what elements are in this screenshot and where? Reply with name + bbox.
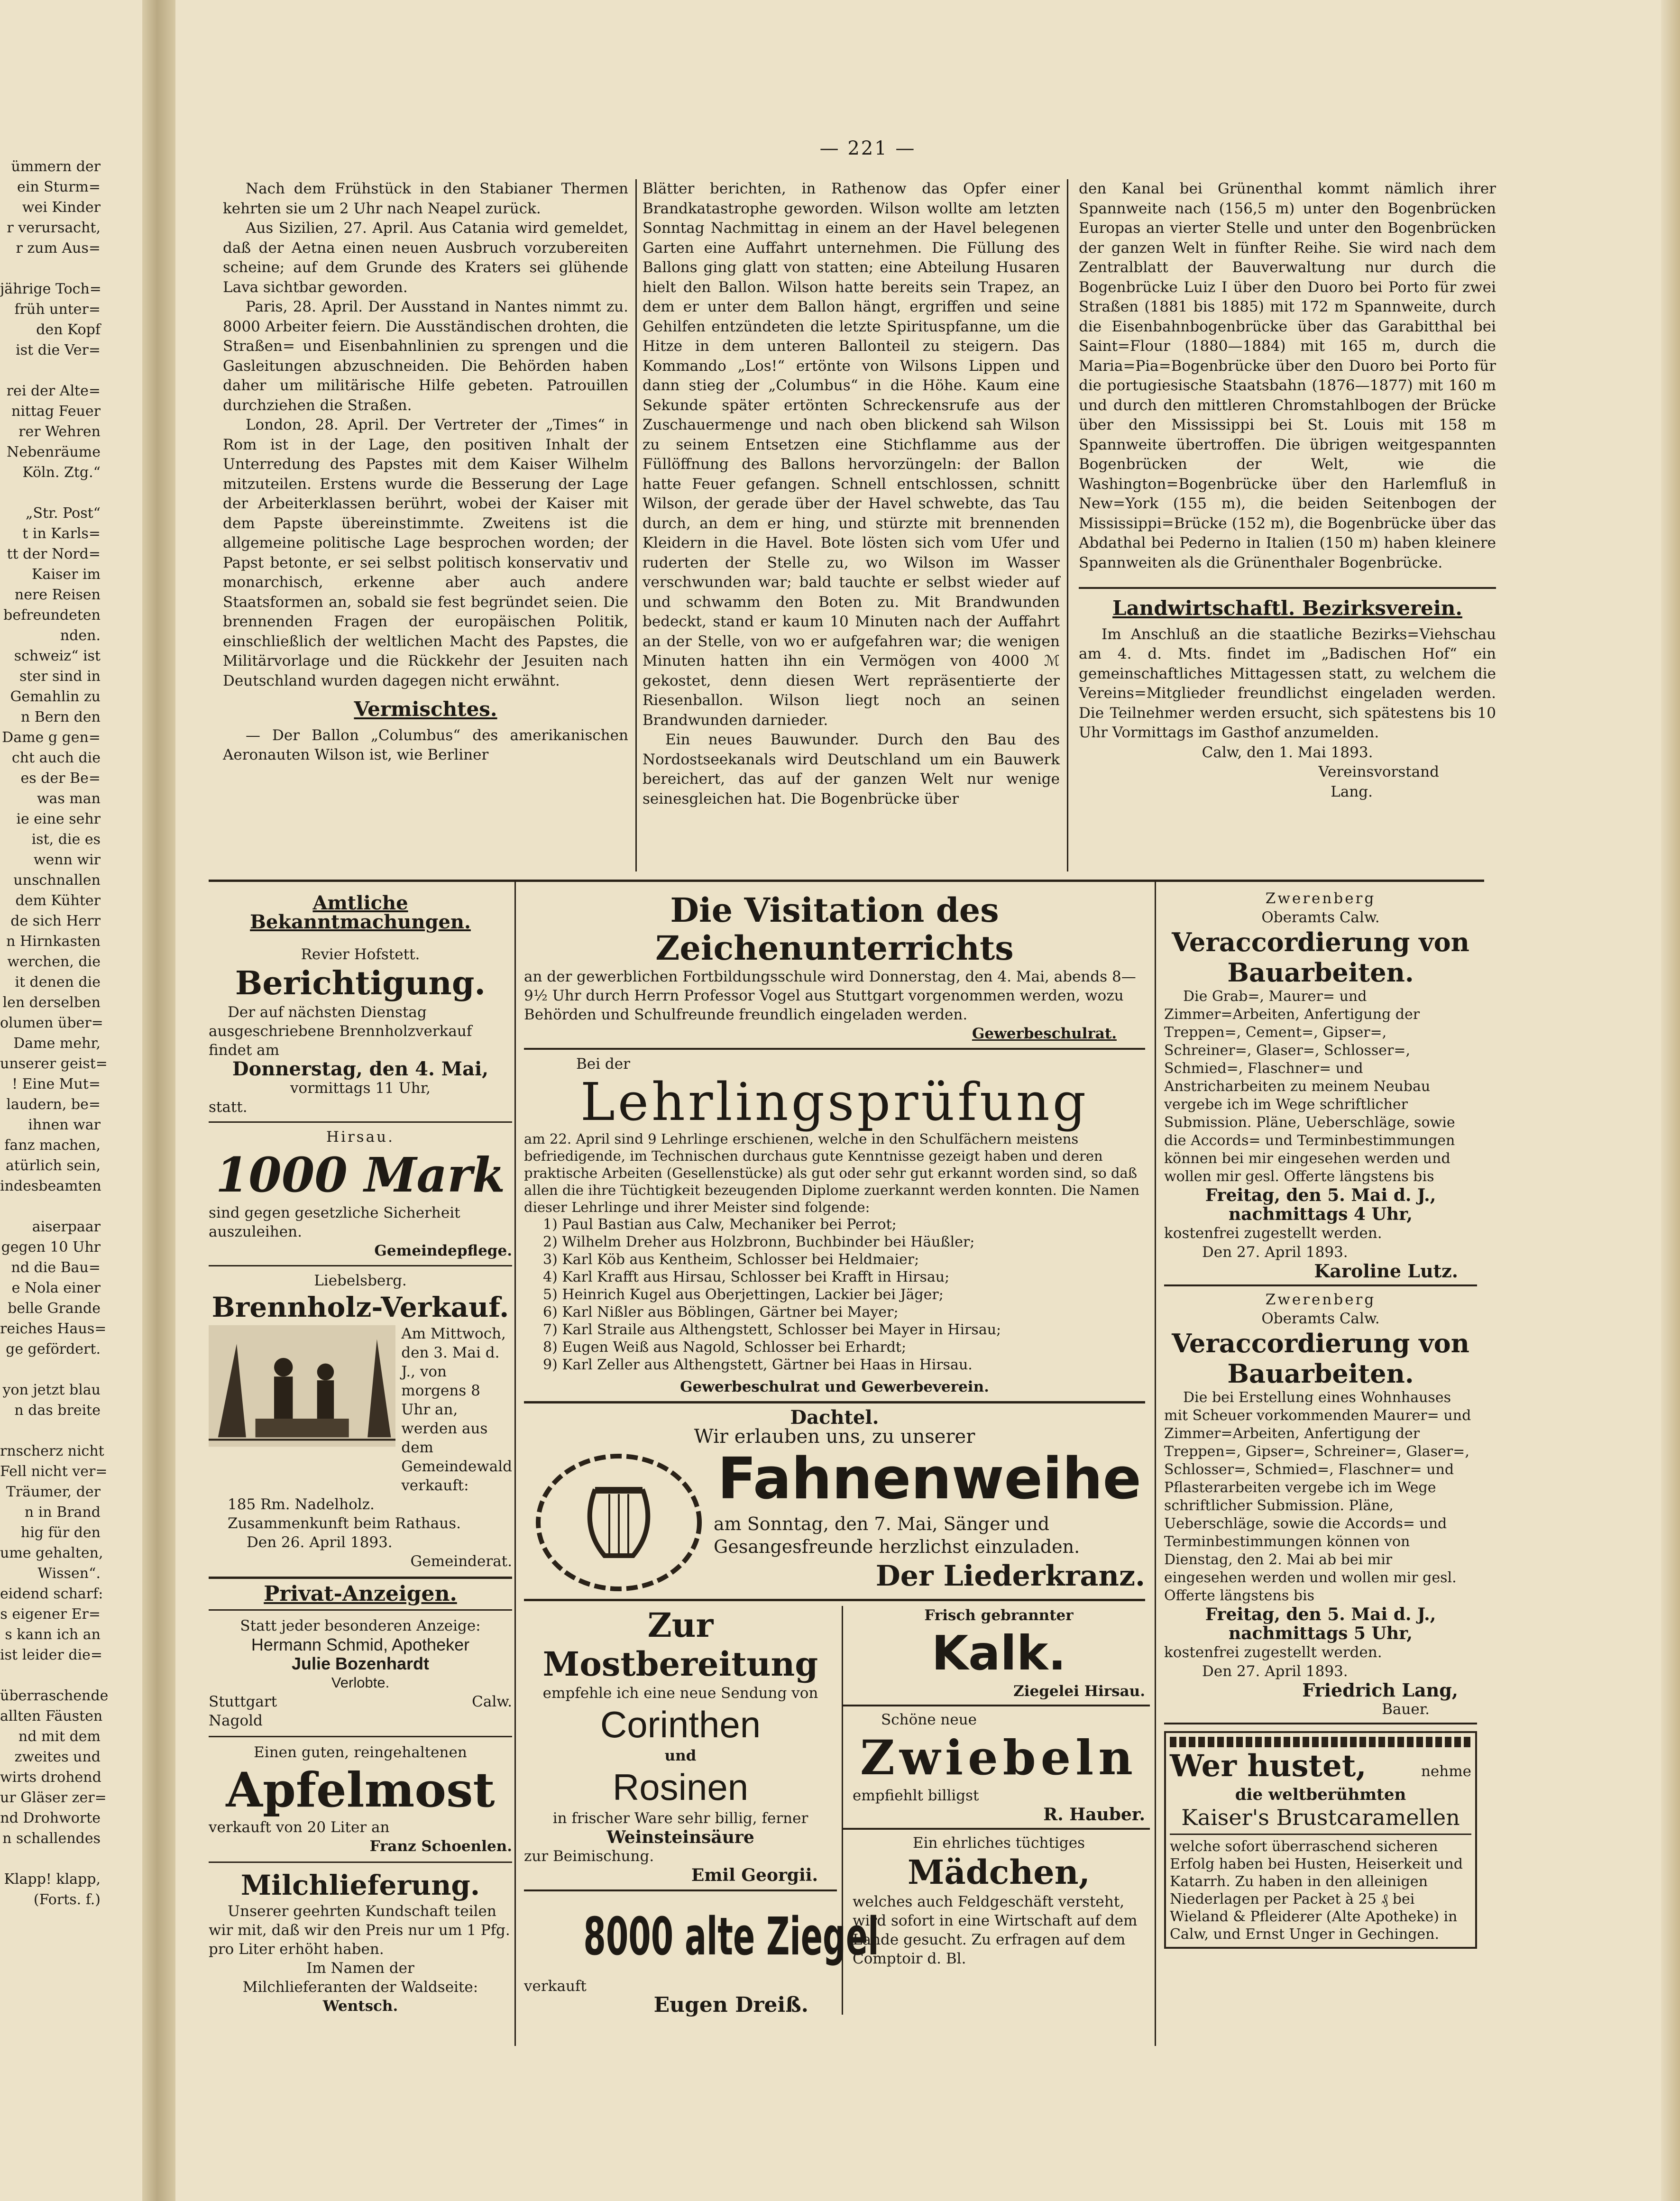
ad-signature: Wentsch. [322, 1998, 398, 2015]
column-rule [635, 179, 637, 871]
previous-page-line: t in Karls= [22, 525, 101, 542]
ad-date: Den 27. April 1893. [1202, 1663, 1348, 1680]
ad-date: Den 26. April 1893. [247, 1534, 393, 1551]
ad-text: Wir erlauben uns, zu unserer [694, 1426, 975, 1448]
ad-title: Zwiebeln [860, 1730, 1138, 1786]
previous-page-line: len derselben [2, 994, 101, 1011]
previous-page-line [0, 483, 142, 503]
ad-text: und [664, 1747, 697, 1764]
previous-page-line: Dame g gen= [2, 729, 101, 746]
ad-item: Weinsteinsäure [606, 1827, 754, 1847]
ad-text: nehme [1421, 1763, 1471, 1780]
ad-signature: Karoline Lutz. [1314, 1260, 1458, 1282]
ad-place: Oberamts Calw. [1261, 909, 1380, 926]
ad-text: an der gewerblichen Fortbildungsschule wird Donnerstag, den 4. Mai, abends 8—9½ Uhr durch Herrn Professor Vogel aus Stuttgart vorgenommen werden, wozu Behörden und Schulfreunde freundlich eingeladen werden. [524, 968, 1136, 1023]
previous-page-line: de sich Herr [10, 913, 101, 929]
caramel-ad-box [1164, 1731, 1477, 1949]
previous-page-line: ist, die es [31, 831, 101, 848]
previous-page-line [0, 1421, 142, 1441]
previous-page-line: Köln. Ztg.“ [22, 464, 101, 481]
ad-signature: Bauer. [1382, 1701, 1430, 1718]
ad-text: kostenfrei zugestellt werden. [1164, 1644, 1382, 1661]
apprentice-list-item: 2) Wilhelm Dreher aus Holzbronn, Buchbinder bei Häußler; [543, 1234, 975, 1250]
previous-page-line: unschnallen [13, 872, 101, 889]
ad-title: Brennholz-Verkauf. [211, 1291, 509, 1323]
ad-title: Milchlieferung. [240, 1869, 480, 1901]
ad-date: Donnerstag, den 4. Mai, [232, 1058, 489, 1080]
ad-text: welche sofort überraschend sicheren Erfolg haben bei Husten, Heiserkeit und Katarrh. Zu haben in den alleinigen Niederlagen per Packet à 25 ₰ bei Wieland & Pfleiderer (Alte Apotheke) in Calw, und Ernst Unger in Gechingen. [1170, 1838, 1463, 1943]
ad-signature: Ziegelei Hirsau. [1013, 1683, 1145, 1700]
ad-title: 1000 Mark [215, 1147, 505, 1203]
section-divider [209, 880, 1484, 882]
previous-page-line: Fell nicht ver= [0, 1463, 108, 1480]
article-paragraph: den Kanal bei Grünenthal kommt nämlich ihrer Spannweite nach (156,5 m) unter den Bogenbrücken Europas an vierter Stelle und unter den Bogenbrücken der ganzen Welt in fünfter Reihe. Sie wird nach dem Zentralblatt der Bauverwaltung nur durch die Bogenbrücke Luiz I über den Duoro bei Porto für zwei Straßen (1881 bis 1885) mit 172 m Spannweite, durch die Eisenbahnbogenbrücke über das Garabitthal bei Saint=Flour (1880—1884) mit 165 m, durch die Maria=Pia=Bogenbrücke über den Duoro bei Porto für die portugiesische Staatsbahn (1876—1877) mit 160 m und durch den mittleren Chromstahlbogen der Brücke über den Mississippi bei St. Louis mit 158 m Spannweite übertroffen. Die übrigen weitgespannten Bogenbrücken der Welt, wie die Washington=Bogenbrücke über den Harlemfluß in New=York (155 m), die beiden Seitenbogen der Mississippi=Brücke (152 m), die Bogenbrücke über das Abdathal bei Pederno in Italien (150 m) haben kleinere Spannweiten als die Grünenthaler Bogenbrücke. [1079, 180, 1496, 571]
ad-text: statt. [209, 1099, 248, 1116]
ad-text: empfehle ich eine neue Sendung von [542, 1685, 818, 1702]
ad-title: Wer hustet, [1170, 1748, 1367, 1784]
ad-signature: Eugen Dreiß. [653, 1993, 808, 2017]
previous-page-line: yon jetzt blau [2, 1382, 101, 1398]
ad-text: die weltberühmten [1235, 1785, 1406, 1804]
ad-signature: Friedrich Lang, [1302, 1679, 1458, 1701]
previous-page-line: belle Grande [8, 1300, 101, 1317]
article-paragraph: Paris, 28. April. Der Ausstand in Nantes nimmt zu. 8000 Arbeiter feiern. Die Ausständischen drohten, die Straßen= und Eisenbahnlinien zu sprengen und die Gasleitungen abzuschneiden. Die Behörden haben daher um militärische Hilfe gebeten. Patrouillen durchziehen die Straßen. [223, 298, 628, 414]
article-paragraph: Aus Sizilien, 27. April. Aus Catania wird gemeldet, daß der Aetna einen neuen Ausbruch vorzubereiten scheine; auf dem Grunde des Kraters sei glühende Lava sichtbar geworden. [223, 220, 628, 296]
woodcut-illustration [209, 1324, 395, 1448]
ad-place: Zwerenberg [1265, 1291, 1376, 1308]
previous-page-line: werchen, die [7, 954, 101, 970]
book-gutter [142, 0, 175, 2201]
article-paragraph: Im Anschluß an die staatliche Bezirks=Viehschau am 4. d. Mts. findet im „Badischen Hof“ ein gemeinschaftliches Mittagessen statt, zu welchem die Vereins=Mitglieder freundlichst eingeladen werden. Die Teilnehmer werden ersucht, sich spätestens bis 10 Uhr Vormittags im Gasthof anzumelden. [1079, 625, 1496, 741]
previous-page-line: nere Reisen [14, 587, 101, 603]
ad-signature: Im Namen der [306, 1960, 414, 1977]
ad-name: Julie Bozenhardt [291, 1654, 430, 1673]
previous-page-line: laudern, be= [6, 1096, 101, 1113]
apprentice-list-item: 7) Karl Straile aus Althengstett, Schlosser bei Mayer in Hirsau; [543, 1321, 1001, 1338]
ads-left-column [209, 894, 512, 2016]
previous-page-line: r verursacht, [7, 220, 101, 236]
previous-page-line: reiches Haus= [0, 1321, 107, 1337]
previous-page-line: gegen 10 Uhr [1, 1239, 101, 1256]
previous-page-line: Wissen“. [37, 1565, 101, 1582]
ad-text: Zusammenkunft beim Rathaus. [228, 1515, 461, 1532]
previous-page-line: was man [37, 790, 101, 807]
previous-page-line [0, 258, 142, 279]
article-paragraph: Blätter berichten, in Rathenow das Opfer einer Brandkatastrophe geworden. Wilson wollte am letzten Sonntag Nachmittag in einem an der Havel belegenen Garten eine Auffahrt unternehmen. Die Füllung des Ballons ging glatt von statten; eine Abteilung Husaren hielt den Ballon. Wilson hatte bereits sein Trapez, an dem er unter dem Ballon hängt, ergriffen und seine Gehilfen entzündeten die letzte Spirituspfanne, um die Hitze in dem unteren Ballonteil zu steigern. Das Kommando „Los!“ ertönte von Wilsons Lippen und dann stieg der „Columbus“ in die Höhe. Kaum eine Sekunde später ertönten Schreckensrufe aus der Zuschauermenge und nach oben blickend sah Wilson zu seinem Entsetzen eine Stichflamme aus der Füllöffnung des Ballons hervorzüngeln: der Ballon hatte Feuer gefangen. Schnell entschlossen, schnitt Wilson, der gerade über der Havel schwebte, das Tau durch, an dem er hing, und stürzte mit brennenden Kleidern in die Havel. Bote lösten sich vom Ufer und ruderten der Stelle zu, wo Wilson im Wasser verschwunden war; bald tauchte er selbst wieder auf und schwamm den Boten zu. Mit Brandwunden bedeckt, stand er kaum 10 Minuten nach der Auffahrt an der Stelle, von wo er aufgefahren war; die wenigen Minuten hatten ihn ein Vermögen von 4000 ℳ gekostet, denn diesen Wert repräsentierte der Riesenballon. Wilson liegt noch an seinen Brandwunden darnieder. [643, 180, 1060, 729]
previous-page-line: nd Drohworte [0, 1810, 101, 1826]
previous-page-line: ie eine sehr [16, 811, 101, 827]
ad-text: Einen guten, reingehaltenen [254, 1744, 467, 1761]
column-rule [1067, 179, 1068, 871]
previous-page-line: nd mit dem [18, 1728, 101, 1745]
previous-page-line: indesbeamten [0, 1178, 101, 1194]
previous-page-line: Klapp! klapp, [4, 1871, 101, 1888]
previous-page-line: den Kopf [36, 321, 101, 338]
previous-page-line: jährige Toch= [0, 281, 101, 297]
ad-place: Oberamts Calw. [1261, 1310, 1380, 1327]
ad-title: Fahnenweihe [717, 1446, 1141, 1512]
article-column-3 [1079, 179, 1496, 802]
previous-page-line [0, 1665, 142, 1686]
ad-text: am 22. April sind 9 Lehrlinge erschienen, welche in den Schulfächern meistens befriedigende, im Technischen durchaus gute Kenntnisse gezeigt haben und deren praktische Arbeiten (Gesellenstücke) als gut oder sehr gut erkannt worden sind, so daß allen die ihre Tüchtigkeit bezeugenden Diplome zuerkannt werden konnten. Die Namen dieser Lehrlinge und ihrer Meister sind folgende: [524, 1131, 1139, 1215]
ad-signature: Milchlieferanten der Waldseite: [242, 1979, 478, 1996]
previous-page-line: s kann ich an [5, 1626, 101, 1643]
previous-page-line: Träumer, der [6, 1484, 101, 1500]
previous-page-line: eidend scharf: [0, 1586, 103, 1602]
ad-title: Veraccordierung von Bauarbeiten. [1172, 1328, 1469, 1389]
previous-page-line: hig für den [20, 1524, 101, 1541]
previous-page-line: r zum Aus= [16, 240, 101, 257]
ad-title: Kalk. [931, 1625, 1066, 1681]
previous-page-column [0, 156, 142, 1910]
ad-name: Hermann Schmid, Apotheker [251, 1635, 470, 1654]
previous-page-line: n schallendes [2, 1830, 101, 1847]
column-rule [514, 880, 516, 2046]
previous-page-line: ist leider die= [0, 1647, 103, 1663]
signature: Vereinsvorstand [1318, 763, 1439, 780]
ad-title: Mädchen, [907, 1853, 1091, 1892]
ad-text: Die Grab=, Maurer= und Zimmer=Arbeiten, Anfertigung der Treppen=, Cement=, Gipser=, Schreiner=, Glaser=, Schlosser=, Schmied=, Flaschner= und Anstricharbeiten zu meinem Neubau vergebe ich im Wege schriftlicher Submission. Pläne, Ueberschläge, sowie die Accords= und Terminbestimmungen können bei mir eingesehen werden und wollen mir gesl. Offerte längstens bis [1164, 988, 1455, 1185]
previous-page-line: n Bern den [20, 709, 101, 725]
apprentice-list-item: 5) Heinrich Kugel aus Oberjettingen, Lackier bei Jäger; [543, 1286, 944, 1303]
previous-page-line: dem Kühter [15, 892, 101, 909]
ad-signature: Gemeindepflege. [374, 1242, 512, 1259]
previous-page-line: Dame mehr, [13, 1035, 101, 1052]
previous-page-line [0, 1359, 142, 1380]
official-notices-header: Amtliche Bekanntmachungen. [250, 892, 471, 933]
ad-city: Calw. [472, 1693, 512, 1710]
article-column-1 [223, 179, 628, 765]
ad-time: vormittags 11 Uhr, [290, 1080, 431, 1097]
lyre-wreath-emblem [524, 1447, 714, 1594]
ad-date: Freitag, den 5. Mai d. J., nachmittags 5 Uhr, [1205, 1605, 1436, 1643]
previous-page-line: ge gefördert. [6, 1341, 101, 1357]
ad-item: Rosinen [612, 1766, 749, 1808]
ad-signature: Gemeinderat. [410, 1553, 512, 1570]
ad-signature: Gewerbeschulrat und Gewerbeverein. [680, 1378, 989, 1395]
previous-page-line: allten Fäusten [0, 1708, 103, 1724]
ad-text: Schöne neue [881, 1711, 977, 1728]
decorative-border [1170, 1737, 1471, 1747]
ad-date: Freitag, den 5. Mai d. J., nachmittags 4 Uhr, [1205, 1185, 1436, 1224]
article-paragraph: London, 28. April. Der Vertreter der „Times“ in Rom ist in der Lage, den positiven Inhalt der Unterredung des Papstes mit dem Kaiser Wilhelm mitzuteilen. Erstens wurde die Besserung der Lage der Arbeiterklassen berührt, wobei der Kaiser mit dem Papste übereinstimmte. Zweitens ist die allgemeine politische Lage besprochen worden; der Papst betonte, er sei selbst politisch konservativ und monarchisch, erkenne aber auch andere Staatsformen an, sobald sie fest begründet seien. Die brennenden Fragen der europäischen Politik, einschließlich der weltlichen Macht des Papstes, die Militärvorlage und die Rückkehr der Jesuiten nach Deutschland wurden dagegen nicht erwähnt. [223, 416, 628, 689]
previous-page-line: n das breite [14, 1402, 101, 1419]
signature: Lang. [1331, 783, 1373, 800]
previous-page-line: ! Eine Mut= [12, 1076, 101, 1092]
previous-page-line [0, 1849, 142, 1869]
previous-page-line: atürlich sein, [5, 1157, 101, 1174]
ad-text: Die bei Erstellung eines Wohnhauses mit Scheuer vorkommenden Maurer= und Zimmer=Arbeiten, Anfertigung der Treppen=, Gipser=, Schreiner=, Glaser=, Schlosser=, Schmied=, Flaschner= und Pflasterarbeiten vergebe ich im Wege schriftlicher Submission. Pläne, Ueberschläge, sowie die Accords= und Terminbestimmungen können von Dienstag, den 2. Mai ab bei mir eingesehen werden und wollen mir gesl. Offerte längstens bis [1164, 1389, 1471, 1604]
previous-page-line: n in Brand [24, 1504, 101, 1521]
previous-page-line: ümmern der [11, 158, 101, 175]
ad-item: Corinthen [600, 1704, 761, 1745]
ad-text: in frischer Ware sehr billig, ferner [552, 1810, 808, 1827]
previous-page-line: olumen über= [0, 1015, 103, 1031]
ad-title: 8000 alte Ziegel [583, 1906, 879, 1967]
previous-page-line: ur Gläser zer= [0, 1789, 107, 1806]
article-paragraph: Ein neues Bauwunder. Durch den Bau des Nordostseekanals wird Deutschland um ein Bauwerk bereichert, das auf der ganzen Welt nur wenige seinesgleichen hat. Die Bogenbrücke über [643, 731, 1060, 807]
ad-text: Bei der [576, 1055, 630, 1073]
ad-text: Frisch gebrannter [924, 1607, 1074, 1624]
apprentice-list-item: 6) Karl Nißler aus Böblingen, Gärtner bei Mayer; [543, 1304, 899, 1321]
previous-page-line: rer Wehren [18, 423, 101, 440]
ad-signature: Emil Georgii. [691, 1865, 818, 1885]
previous-page-line: „Str. Post“ [25, 505, 101, 522]
previous-page-line: nden. [60, 627, 101, 644]
article-paragraph: — Der Ballon „Columbus“ des amerikanischen Aeronauten Wilson ist, wie Berliner [223, 726, 628, 763]
previous-page-line: ihnen war [28, 1117, 101, 1133]
previous-page-line: Gemahlin zu [10, 688, 101, 705]
previous-page-line: e Nola einer [11, 1280, 101, 1296]
ad-text: empfiehlt billigst [853, 1787, 979, 1804]
ad-place: Revier Hofstett. [301, 946, 420, 963]
ad-title: Die Visitation des Zeichenunterrichts [655, 890, 1014, 968]
previous-page-line: s eigener Er= [0, 1606, 101, 1623]
section-heading: Landwirtschaftl. Bezirksverein. [1079, 587, 1496, 618]
previous-page-line [0, 360, 142, 381]
previous-page-line: it denen die [15, 974, 101, 990]
ad-text: Der auf nächsten Dienstag ausgeschriebene Brennholzverkauf findet am [209, 1004, 472, 1059]
previous-page-line: Nebenräume [6, 444, 101, 460]
previous-page-line: ist die Ver= [16, 342, 101, 358]
ad-date: Den 27. April 1893. [1202, 1244, 1348, 1261]
page-number: — 221 — [819, 138, 916, 159]
column-rule [1155, 880, 1156, 2046]
article-paragraph: Nach dem Frühstück in den Stabianer Thermen kehrten sie um 2 Uhr nach Neapel zurück. [223, 180, 628, 217]
apprentice-list-item: 9) Karl Zeller aus Althengstett, Gärtner bei Haas in Hirsau. [543, 1357, 973, 1373]
previous-page-line: es der Be= [20, 770, 101, 787]
previous-page-line: Kaiser im [32, 566, 101, 583]
ad-right-subcolumn [843, 1606, 1145, 2015]
previous-page-line: ster sind in [19, 668, 101, 685]
previous-page-line: zweites und [14, 1749, 101, 1765]
section-heading: Vermischtes. [354, 697, 497, 721]
ad-text: verkauft von 20 Liter an [209, 1819, 390, 1836]
ad-signature: Der Liederkranz. [875, 1559, 1145, 1593]
private-ads-header: Privat-Anzeigen. [264, 1582, 457, 1606]
previous-page-line: n Hirnkasten [6, 933, 101, 950]
ad-signature: R. Hauber. [1043, 1805, 1145, 1825]
previous-page-line: (Forts. f.) [33, 1891, 101, 1908]
previous-page-line: früh unter= [14, 301, 101, 318]
previous-page-line: unserer geist= [0, 1055, 108, 1072]
ad-text: welches auch Feldgeschäft versteht, wird sofort in eine Wirtschaft auf dem Lande gesucht. Zu erfragen auf dem Comptoir d. Bl. [853, 1893, 1138, 1967]
ad-text: Verlobte. [331, 1674, 390, 1691]
article-column-2 [643, 179, 1060, 809]
ad-text: Statt jeder besonderen Anzeige: [240, 1617, 481, 1634]
previous-page-line: rei der Alte= [6, 383, 101, 399]
apprentice-list-item: 4) Karl Krafft aus Hirsau, Schlosser bei Krafft in Hirsau; [543, 1269, 950, 1285]
ad-place: Zwerenberg [1265, 890, 1376, 907]
ad-title: Lehrlingsprüfung [580, 1072, 1089, 1132]
ad-city: Nagold [209, 1712, 263, 1729]
ad-place: Dachtel. [790, 1406, 879, 1429]
previous-page-line: befreundeten [3, 607, 101, 624]
previous-page-line: ume gehalten, [0, 1545, 103, 1561]
ad-text: zur Beimischung. [524, 1848, 654, 1865]
ad-text: Ein ehrliches tüchtiges [913, 1834, 1085, 1852]
ad-title: Veraccordierung von Bauarbeiten. [1172, 927, 1469, 988]
ad-city: Stuttgart [209, 1693, 277, 1710]
apprentice-list-item: 3) Karl Köb aus Kentheim, Schlosser bei Heldmaier; [543, 1251, 919, 1268]
ad-item: 185 Rm. Nadelholz. [228, 1496, 375, 1513]
previous-page-line: wenn wir [33, 852, 101, 868]
previous-page-line: aiserpaar [32, 1219, 101, 1235]
ad-text: Am Mittwoch, den 3. Mai d. J., von morgens 8 Uhr an, werden aus dem Gemeindewald verkauft: [401, 1325, 512, 1494]
previous-page-line: wirts drohend [0, 1769, 101, 1786]
ad-text: verkauft [524, 1978, 587, 1995]
previous-page-line: fanz machen, [4, 1137, 101, 1154]
ad-signature: Franz Schoenlen. [369, 1838, 512, 1855]
apprentice-list [524, 1216, 1145, 1374]
ad-text: kostenfrei zugestellt werden. [1164, 1225, 1382, 1242]
ad-title: Apfelmost [226, 1762, 495, 1818]
previous-page-line: überraschende [0, 1687, 109, 1704]
ad-title: Zur Mostbereitung [542, 1605, 818, 1684]
previous-page-line: tt der Nord= [7, 546, 101, 562]
previous-page-line: ein Sturm= [17, 179, 101, 195]
ad-place: Hirsau. [326, 1128, 395, 1146]
ad-text: am Sonntag, den 7. Mai, Sänger und Gesangesfreunde herzlichst einzuladen. [714, 1513, 1080, 1557]
apprentice-list-item: 8) Eugen Weiß aus Nagold, Schlosser bei Erhardt; [543, 1339, 907, 1356]
ad-mostbereitung [524, 1605, 879, 2017]
previous-page-line: rnscherz nicht [0, 1443, 104, 1459]
ad-signature: Gewerbeschulrat. [972, 1025, 1117, 1042]
apprentice-list-item: 1) Paul Bastian aus Calw, Mechaniker bei Perrot; [543, 1216, 897, 1233]
dateline: Calw, den 1. Mai 1893. [1202, 743, 1373, 761]
previous-page-line: wei Kinder [22, 199, 101, 216]
ads-right-column [1164, 889, 1477, 1949]
previous-page-line [0, 1196, 142, 1217]
ad-product-name: Kaiser's Brustcaramellen [1181, 1805, 1460, 1830]
ad-title: Berichtigung. [235, 964, 486, 1002]
ad-text: sind gegen gesetzliche Sicherheit auszuleihen. [209, 1204, 460, 1240]
ad-text: Unserer geehrten Kundschaft teilen wir mit, daß wir den Preis nur um 1 Pfg. pro Liter erhöht haben. [209, 1903, 510, 1958]
ad-place: Liebelsberg. [314, 1272, 407, 1289]
ads-center-column [524, 891, 1145, 2015]
previous-page-line: nd die Bau= [11, 1259, 101, 1276]
previous-page-line: cht auch die [11, 750, 101, 766]
previous-page-line: nittag Feuer [11, 403, 101, 420]
page-edge [1661, 0, 1680, 2201]
previous-page-line: schweiz“ ist [14, 648, 101, 664]
